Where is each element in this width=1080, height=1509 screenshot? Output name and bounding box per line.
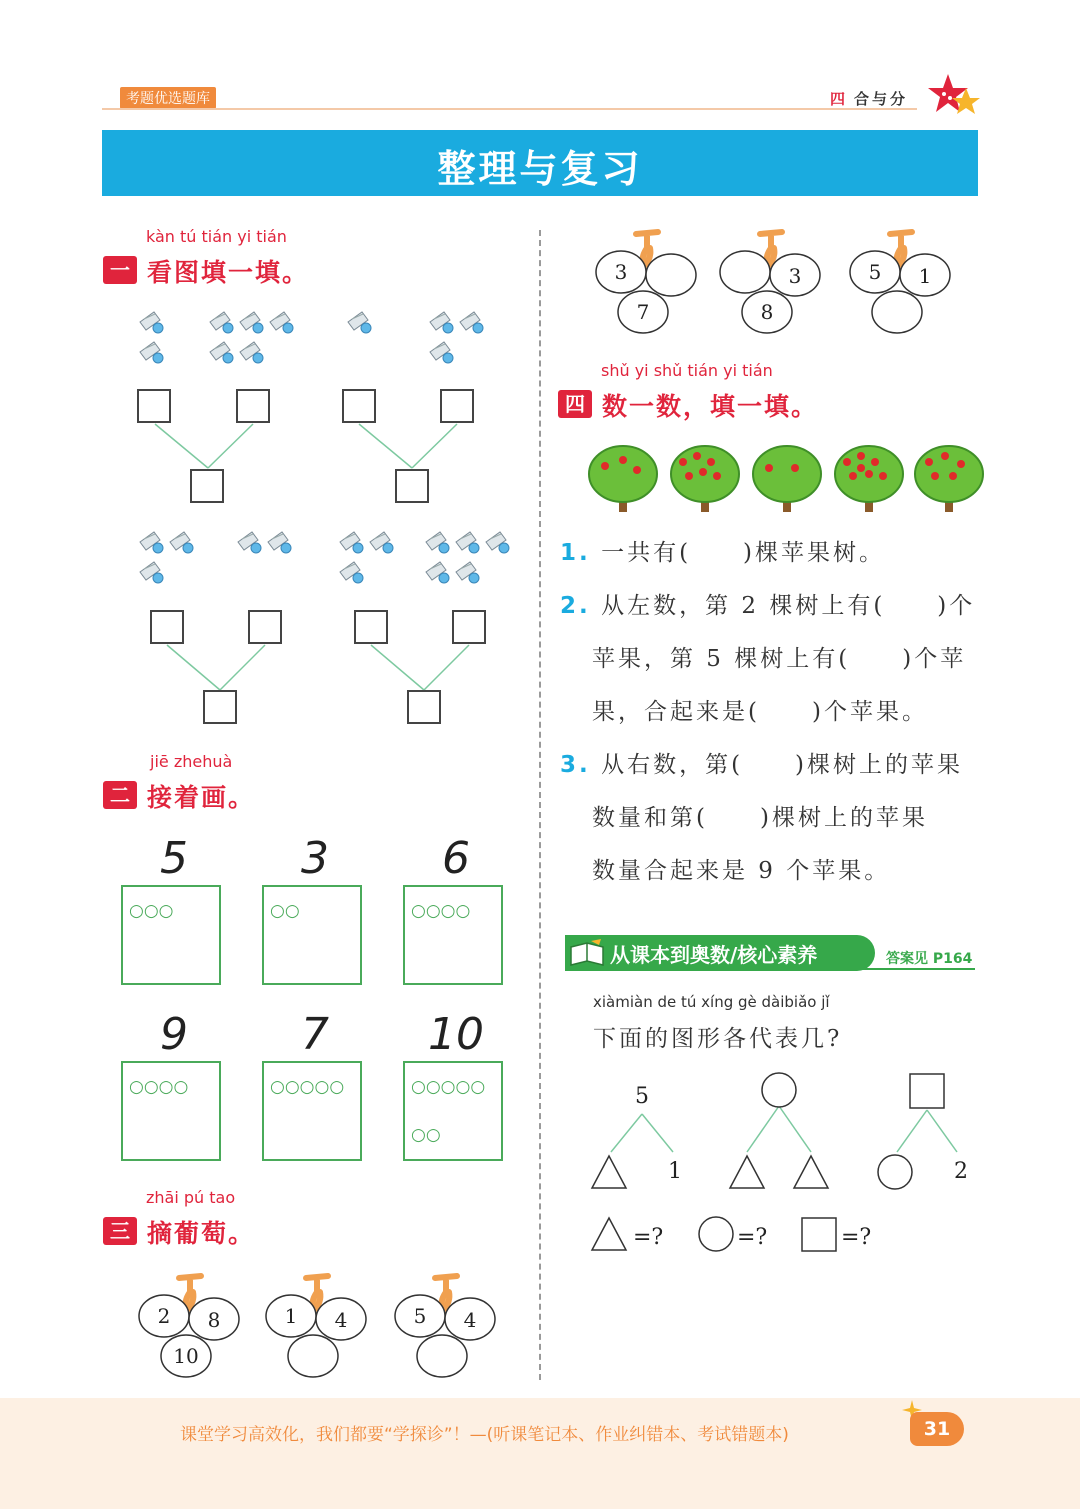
circle-dots: ○○ — [270, 901, 300, 921]
shuttlecock-group-3 — [348, 312, 371, 333]
triangle-equation: =? — [633, 1225, 664, 1250]
unit-label — [830, 88, 908, 109]
grape-bunch — [716, 228, 826, 338]
footer-slogan: 课堂学习高效化，我们都要“学探诊”！—(听课笔记本、作业纠错本、考试错题本) — [180, 1425, 789, 1445]
grape-value-b: 4 — [463, 1308, 477, 1332]
apple-trees — [585, 438, 985, 518]
series-tag: 考题优选题库 — [120, 87, 216, 109]
question-2-line-2: 苹果，第 5 棵树上有( )个苹 — [592, 646, 967, 672]
draw-target-number: 7 — [301, 1009, 329, 1060]
circle-icon — [878, 1155, 912, 1189]
question-text: 从左数，第 2 棵树上有( )个 — [601, 593, 976, 619]
sec1-title: 看图填一填。 — [147, 258, 310, 287]
triangle-icon — [730, 1156, 764, 1188]
question-number: 3. — [560, 752, 591, 778]
draw-target-number: 9 — [160, 1009, 188, 1060]
question-number: 2. — [560, 593, 591, 619]
circle-dots: ○○○ — [129, 901, 174, 921]
question-number: 1. — [560, 540, 591, 566]
star-decoration-icon — [922, 70, 984, 122]
shuttlecock-group-5 — [140, 532, 193, 583]
question-3-line-1 — [560, 746, 963, 779]
drawing-box[interactable] — [403, 1061, 503, 1161]
drawing-box[interactable] — [121, 1061, 221, 1161]
question-1 — [560, 534, 885, 567]
olympiad-pinyin: xiàmiàn de tú xíng gè dàibiǎo jǐ — [593, 993, 830, 1011]
question-3-line-3: 数量合起来是 9 个苹果。 — [592, 858, 891, 884]
page-number: 31 — [910, 1412, 964, 1446]
shuttlecock-group-1 — [140, 312, 163, 363]
circle-dots: ○○○○○ — [270, 1077, 345, 1097]
square-equation: =? — [841, 1225, 872, 1250]
sec1-badge: 一 — [103, 256, 137, 284]
unit-number: 四 — [830, 90, 849, 108]
sec3-badge: 三 — [103, 1217, 137, 1245]
answer-box[interactable] — [203, 690, 237, 724]
answer-box[interactable] — [354, 610, 388, 644]
sec4-title: 数一数，填一填。 — [602, 392, 819, 421]
tree1-top-value: 5 — [635, 1084, 649, 1109]
grape-value-a: 2 — [157, 1304, 171, 1328]
tree1-right-value: 1 — [668, 1159, 682, 1184]
question-3-line-2: 数量和第( )棵树上的苹果 — [592, 805, 928, 831]
apple-tree-5 — [915, 446, 983, 512]
sec2-title: 接着画。 — [147, 783, 256, 812]
triangle-icon — [592, 1218, 626, 1250]
draw-target-number: 5 — [160, 833, 188, 884]
question-2-line-1 — [560, 587, 975, 620]
square-icon — [910, 1074, 944, 1108]
answer-box[interactable] — [452, 610, 486, 644]
grape-value-a: 5 — [868, 260, 882, 284]
circle-dots: ○○○○○ — [411, 1077, 486, 1097]
draw-target-number: 10 — [428, 1009, 484, 1060]
apple-tree-4 — [835, 446, 903, 512]
draw-target-number: 3 — [301, 833, 329, 884]
circle-dots: ○○○○ — [129, 1077, 189, 1097]
olympiad-banner — [565, 935, 875, 971]
grape-value-a: 1 — [284, 1304, 298, 1328]
question-text: 一共有( )棵苹果树。 — [601, 540, 886, 566]
grape-value-b: 8 — [207, 1308, 221, 1332]
drawing-box[interactable] — [403, 885, 503, 985]
circle-icon — [762, 1073, 796, 1107]
sec2-badge: 二 — [103, 781, 137, 809]
sec1-pinyin: kàn tú tián yi tián — [146, 227, 287, 246]
circle-dots: ○○○○ — [411, 901, 471, 921]
sec3-pinyin: zhāi pú tao — [146, 1188, 236, 1207]
sec3-title: 摘葡萄。 — [147, 1219, 256, 1248]
answer-box[interactable] — [137, 389, 171, 423]
answer-box[interactable] — [236, 389, 270, 423]
olympiad-banner-text: 从课本到奥数/核心素养 — [610, 943, 818, 967]
drawing-box[interactable] — [121, 885, 221, 985]
grape-value-c: 10 — [173, 1344, 199, 1368]
tree3-right-value: 2 — [954, 1159, 968, 1184]
header-divider — [102, 108, 917, 110]
square-icon — [802, 1218, 836, 1251]
circle-dots: ○○ — [411, 1125, 441, 1145]
olympiad-question: 下面的图形各代表几? — [593, 1026, 843, 1052]
grape-value-a: 3 — [614, 260, 628, 284]
grape-value-b: 3 — [788, 264, 802, 288]
column-divider — [539, 230, 541, 1380]
answer-box[interactable] — [248, 610, 282, 644]
drawing-box[interactable] — [262, 885, 362, 985]
question-text: 从右数，第( )棵树上的苹果 — [601, 752, 964, 778]
unit-title: 合与分 — [854, 90, 909, 108]
grape-value-b: 4 — [334, 1308, 348, 1332]
shuttlecock-group-7 — [340, 532, 393, 583]
circle-equation: =? — [737, 1225, 768, 1250]
grape-bunch — [846, 228, 956, 338]
shuttlecock-group-4 — [430, 312, 483, 363]
answer-box[interactable] — [190, 469, 224, 503]
grape-value-a: 5 — [413, 1304, 427, 1328]
triangle-icon — [794, 1156, 828, 1188]
grape-bunch — [592, 228, 702, 338]
question-2-line-3: 果，合起来是( )个苹果。 — [592, 699, 928, 725]
sec4-pinyin: shǔ yi shǔ tián yi tián — [601, 361, 773, 380]
book-icon — [567, 937, 609, 969]
page-title: 整理与复习 — [437, 147, 643, 191]
circle-icon — [699, 1217, 733, 1251]
shuttlecock-group-6 — [238, 532, 291, 553]
answer-box[interactable] — [407, 690, 441, 724]
apple-tree-3 — [753, 446, 821, 512]
grape-value-b: 1 — [918, 264, 932, 288]
sec4-badge: 四 — [558, 390, 592, 418]
grape-bunch — [135, 1272, 245, 1382]
split-lines — [155, 424, 469, 690]
page-title-bar — [102, 130, 978, 196]
shape-puzzle — [585, 1068, 980, 1268]
grape-value-c: 7 — [636, 300, 650, 324]
apple-tree-1 — [589, 446, 657, 512]
draw-target-number: 6 — [442, 833, 470, 884]
shuttlecock-figures — [100, 300, 530, 740]
grape-bunch — [262, 1272, 372, 1382]
shuttlecock-group-8 — [426, 532, 509, 583]
shuttlecock-group-2 — [210, 312, 293, 363]
answer-reference: 答案见 P164 — [886, 951, 973, 967]
answer-box[interactable] — [395, 469, 429, 503]
sec2-pinyin: jiē zhehuà — [150, 752, 233, 771]
answer-box[interactable] — [440, 389, 474, 423]
triangle-icon — [592, 1156, 626, 1188]
drawing-box[interactable] — [262, 1061, 362, 1161]
grape-bunch — [391, 1272, 501, 1382]
answer-box[interactable] — [342, 389, 376, 423]
answer-box[interactable] — [150, 610, 184, 644]
apple-tree-2 — [671, 446, 739, 512]
grape-value-c: 8 — [760, 300, 774, 324]
